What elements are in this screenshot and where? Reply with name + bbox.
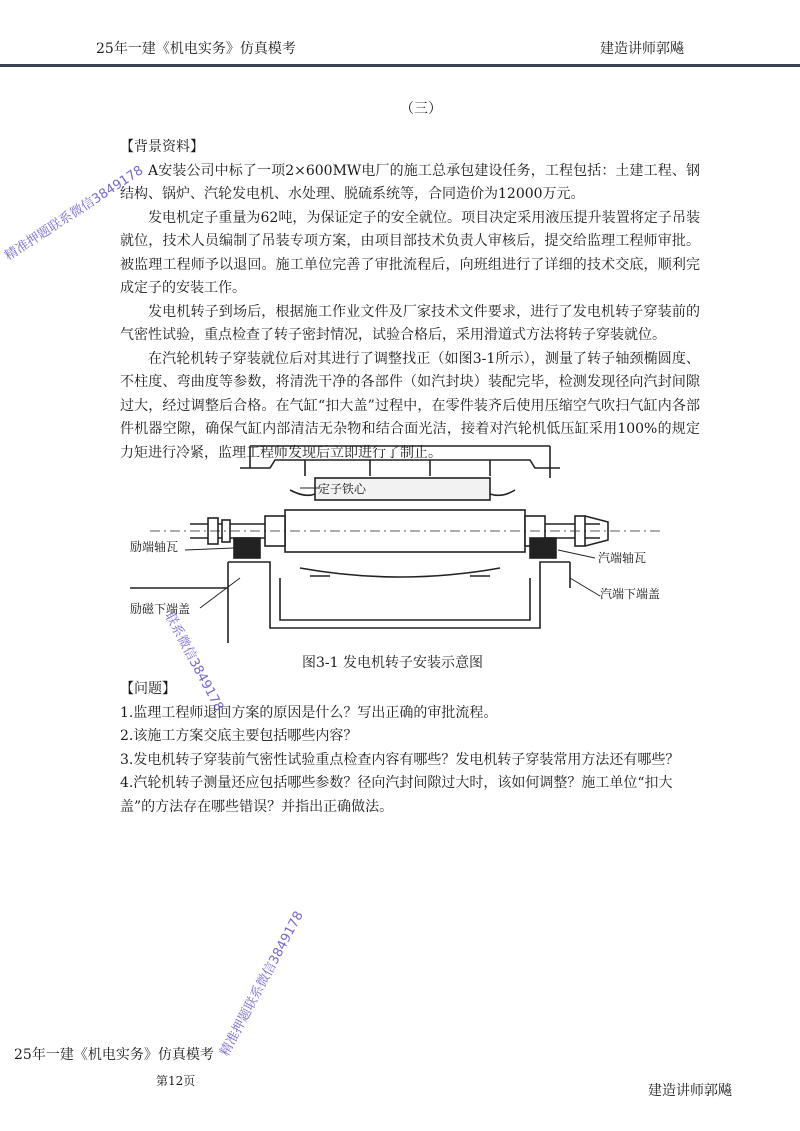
label-exciter-lower-cover: 励磁下端盖: [130, 602, 191, 616]
background-paragraph-1: A安装公司中标了一项2×600MW电厂的施工总承包建设任务，工程包括：土建工程、钢结构、锅炉、汽轮发电机、水处理、脱硫系统等，合同造价为12000万元。: [120, 162, 700, 202]
label-stator-core: 定子铁心: [318, 482, 367, 496]
section-title: （三）: [400, 101, 442, 117]
rotor-installation-figure: [130, 438, 680, 648]
background-paragraph-2: 发电机定子重量为62吨，为保证定子的安全就位。项目决定采用液压提升装置将定子吊装就位，技术人员编制了吊装专项方案，由项目部技术负责人审核后，提交给监理工程师审批。被监理工程师予以退回。施工单位完善了审批流程后，向班组进行了详细的技术交底，顺利完成定子的安装工作。: [120, 209, 700, 296]
header-divider: [0, 64, 800, 67]
background-section: [120, 136, 700, 465]
figure-caption: 图3-1 发电机转子安装示意图: [302, 655, 483, 671]
label-turbine-bearing: 汽端轴瓦: [598, 551, 647, 565]
background-paragraph-4: 在汽轮机转子穿装就位后对其进行了调整找正（如图3-1所示），测量了转子轴颈椭圆度、不柱度、弯曲度等参数，将清洗干净的各部件（如汽封块）装配完毕，检测发现径向汽封间隙过大，经过调整后合格。在气缸“扣大盖”过程中，在零件装齐后使用压缩空气吹扫气缸内各部件机器空隙，确保气缸内部清洁无杂物和结合面光洁，接着对汽轮机低压缸采用100%的规定力矩进行冷紧，监理工程师发现后立即进行了制止。: [120, 350, 700, 461]
question-2: 2.该施工方案交底主要包括哪些内容？: [120, 728, 358, 744]
watermark-2: 联系微信3849178: [161, 609, 227, 714]
watermark-3: 精准押题联系微信3849178: [217, 908, 307, 1059]
label-exciter-bearing: 励端轴瓦: [130, 540, 179, 554]
questions-heading: 【问题】: [120, 681, 176, 697]
background-heading: 【背景资料】: [120, 139, 204, 155]
question-3: 3.发电机转子穿装前气密性试验重点检查内容有哪些？发电机转子穿装常用方法还有哪些？: [120, 751, 680, 768]
header-author: 建造讲师郭飚: [600, 41, 684, 57]
footer-title: 25年一建《机电实务》仿真模考: [14, 1047, 214, 1063]
question-1: 1.监理工程师退回方案的原因是什么？写出正确的审批流程。: [120, 704, 498, 721]
background-paragraph-3: 发电机转子到场后，根据施工作业文件及厂家技术文件要求，进行了发电机转子穿装前的气密性试验，重点检查了转子密封情况，试验合格后，采用滑道式方法将转子穿装就位。: [120, 303, 700, 343]
header-title: 25年一建《机电实务》仿真模考: [96, 41, 296, 57]
watermark-1: 精准押题联系微信3849178: [2, 163, 147, 264]
label-turbine-lower-cover: 汽端下端盖: [600, 587, 661, 601]
page-number: 第12页: [156, 1074, 196, 1088]
footer-author: 建造讲师郭飚: [648, 1083, 732, 1099]
question-4: 4.汽轮机转子测量还应包括哪些参数？径向汽封间隙过大时，该如何调整？施工单位“扣大盖”的方法存在哪些错误？并指出正确做法。: [120, 775, 673, 815]
